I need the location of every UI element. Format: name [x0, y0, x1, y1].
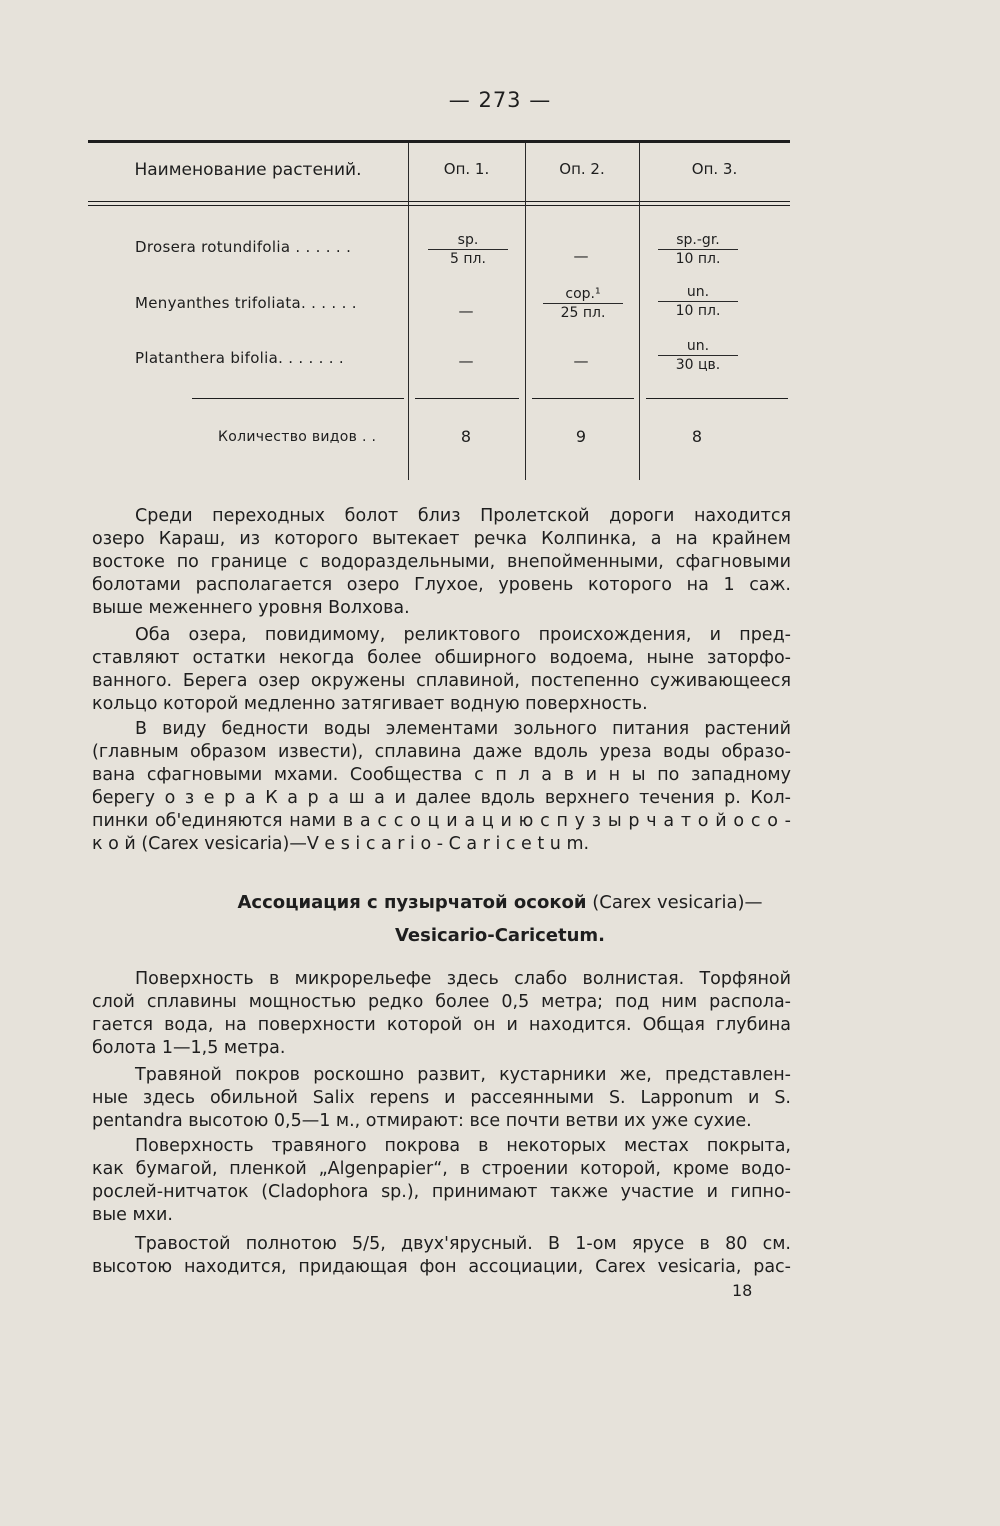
paragraph — [92, 1135, 791, 1227]
header-op1: Оп. 1. — [443, 160, 490, 178]
abundance-fraction: un. 30 цв. — [658, 338, 738, 373]
species-count: 9 — [575, 427, 587, 446]
totals-rule — [646, 398, 788, 399]
heading-bold-text: Ассоциация с пузырчатой осокой — [237, 892, 587, 913]
text-line: слой сплавины мощностью редко более 0,5 метра; под ним распола- — [92, 992, 791, 1012]
text-line: гается вода, на поверхности которой он и находится. Общая глубина — [92, 1015, 791, 1035]
text-line: болотами располагается озеро Глухое, уровень которого на 1 саж. — [92, 575, 791, 595]
header-rule — [88, 205, 790, 206]
sheet-number: 18 — [732, 1281, 753, 1300]
totals-rule — [532, 398, 634, 399]
text-line: ванного. Берега озер окружены сплавиной, постепенно суживающееся — [92, 671, 791, 691]
species-count: 8 — [691, 427, 703, 446]
text-line: высотою находится, придающая фон ассоциации, Carex vesicaria, рас- — [92, 1257, 791, 1277]
abundance-fraction: sp. 5 пл. — [428, 232, 508, 267]
text-line: пинки об'единяются нами в а с с о ц и а ц и ю с п у з ы р ч а т о й о с о - — [92, 811, 791, 831]
text-line: Поверхность в микрорельефе здесь слабо волнистая. Торфяной — [135, 969, 791, 989]
header-op3: Оп. 3. — [691, 160, 738, 178]
text-line: ные здесь обильной Salix repens и рассеянными S. Lapponum и S. — [92, 1088, 791, 1108]
paragraph — [92, 1064, 791, 1133]
text-line: (главным образом извести), сплавина даже вдоль уреза воды образо- — [92, 742, 791, 762]
text-line: ставляют остатки некогда более обширного водоема, ныне заторфо- — [92, 648, 791, 668]
species-count: 8 — [460, 427, 472, 446]
text-line: Травяной покров роскошно развит, кустарники же, представлен- — [135, 1065, 791, 1085]
header-rule — [88, 201, 790, 202]
heading-bold-text: Vesicario-Caricetum. — [394, 925, 606, 946]
text-line: pentandra высотою 0,5—1 м., отмирают: все почти ветви их уже сухие. — [92, 1111, 752, 1131]
page-number: — 273 — — [448, 88, 552, 112]
header-op2: Оп. 2. — [559, 160, 605, 178]
text-line: Оба озера, повидимому, реликтового происхождения, и пред- — [135, 625, 791, 645]
paragraph — [92, 624, 791, 716]
column-divider — [525, 143, 526, 480]
text-line: Травостой полнотою 5/5, двух'ярусный. В 1-ом ярусе в 80 см. — [135, 1234, 791, 1254]
paragraph — [92, 505, 791, 620]
text-line: рослей-нитчаток (Cladophora sp.), принимают также участие и гипно- — [92, 1182, 791, 1202]
species-count-label: Количество видов . . — [218, 429, 377, 445]
section-heading — [0, 886, 1000, 952]
species-name: Drosera rotundifolia . . . . . . — [135, 238, 352, 256]
text-line: к о й (Carex vesicaria)—V e s i c a r i o - C a r i c e t u m. — [92, 834, 590, 854]
paragraph — [92, 1233, 791, 1279]
species-name: Platanthera bifolia. . . . . . . — [135, 349, 344, 367]
species-name: Menyanthes trifoliata. . . . . . — [135, 294, 357, 312]
text-line: Поверхность травяного покрова в некоторых местах покрыта, — [135, 1136, 791, 1156]
header-plant-name: Наименование растений. — [134, 160, 362, 180]
heading-latin-name: (Carex vesicaria)— — [586, 892, 763, 913]
absent-dash: — — [573, 247, 589, 265]
paragraph — [92, 718, 791, 856]
absent-dash: — — [458, 302, 474, 320]
text-line: как бумагой, пленкой „Algenpapier“, в строении которой, кроме водо- — [92, 1159, 791, 1179]
column-divider — [639, 143, 640, 480]
paragraph — [92, 968, 791, 1060]
totals-rule — [192, 398, 404, 399]
text-line: вые мхи. — [92, 1205, 173, 1225]
absent-dash: — — [573, 352, 589, 370]
abundance-fraction: sp.-gr. 10 пл. — [658, 232, 738, 267]
text-line: вана сфагновыми мхами. Сообщества с п л а в и н ы по западному — [92, 765, 791, 785]
text-line: озеро Караш, из которого вытекает речка Колпинка, а на крайнем — [92, 529, 791, 549]
text-line: В виду бедности воды элементами зольного питания растений — [135, 719, 791, 739]
abundance-fraction: cop.¹ 25 пл. — [543, 286, 623, 321]
abundance-fraction: un. 10 пл. — [658, 284, 738, 319]
absent-dash: — — [458, 352, 474, 370]
text-line: болота 1—1,5 метра. — [92, 1038, 286, 1058]
text-line: востоке по границе с водораздельными, внепойменными, сфагновыми — [92, 552, 791, 572]
text-line: кольцо которой медленно затягивает водную поверхность. — [92, 694, 648, 714]
text-line: Среди переходных болот близ Пролетской дороги находится — [135, 506, 791, 526]
totals-rule — [415, 398, 519, 399]
text-line: берегу о з е р а К а р а ш а и далее вдоль верхнего течения р. Кол- — [92, 788, 791, 808]
text-line: выше меженнего уровня Волхова. — [92, 598, 410, 618]
table-top-rule — [88, 140, 790, 143]
species-table — [88, 140, 790, 480]
column-divider — [408, 143, 409, 480]
